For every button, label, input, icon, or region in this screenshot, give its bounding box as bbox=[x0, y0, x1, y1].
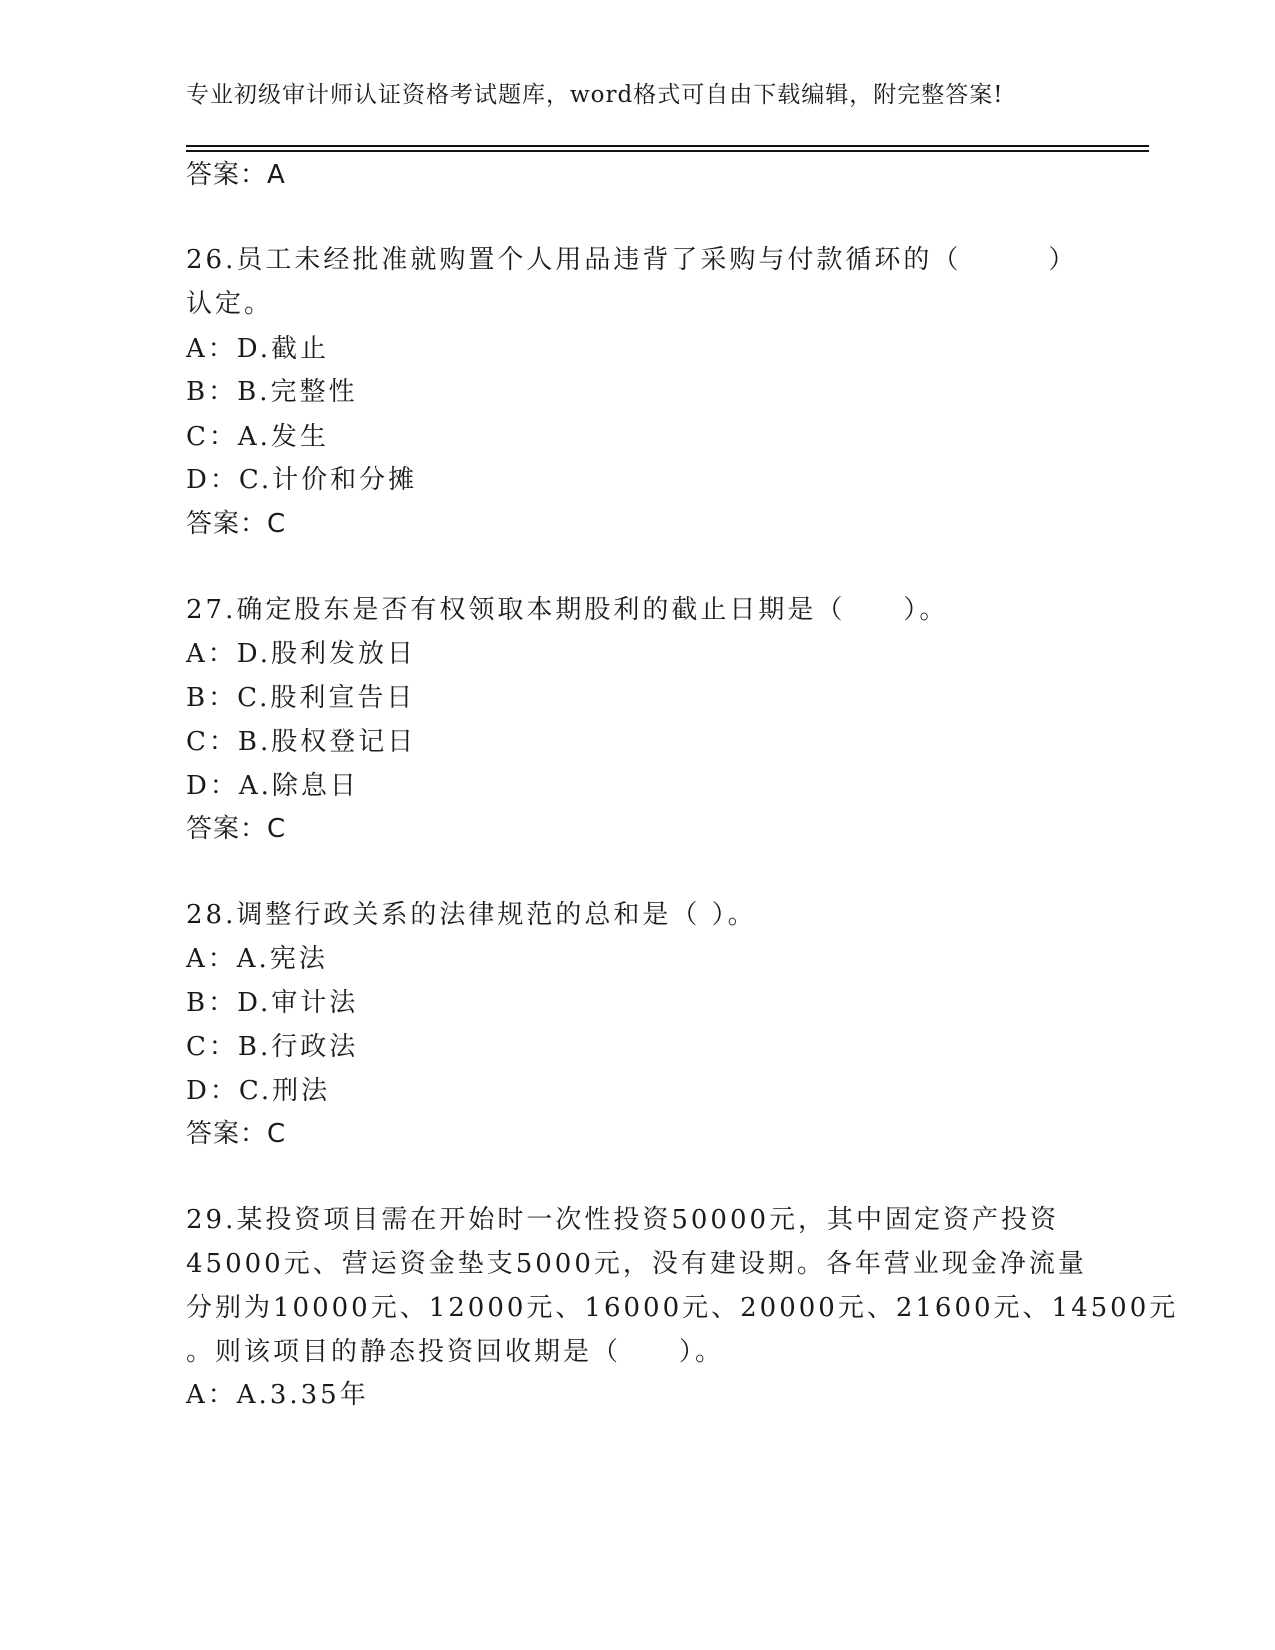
q27-option-c: C：B.股权登记日 bbox=[186, 727, 417, 757]
q29-stem-line2: 45000元、营运资金垫支5000元，没有建设期。各年营业现金净流量 bbox=[186, 1249, 1087, 1279]
q26-stem-line1: 26.员工未经批准就购置个人用品违背了采购与付款循环的（ ） bbox=[186, 245, 1078, 275]
q27-stem-line1: 27.确定股东是否有权领取本期股利的截止日期是（ ）。 bbox=[186, 595, 949, 625]
q29-stem-line3: 分别为10000元、12000元、16000元、20000元、21600元、14500元 bbox=[186, 1293, 1179, 1323]
page-header: 专业初级审计师认证资格考试题库，word格式可自由下载编辑，附完整答案! bbox=[186, 82, 1004, 108]
q27-answer: 答案：C bbox=[186, 814, 287, 844]
q27-option-b: B：C.股利宣告日 bbox=[186, 683, 416, 713]
q26-option-a: A：D.截止 bbox=[186, 334, 329, 364]
q27-option-a: A：D.股利发放日 bbox=[186, 639, 416, 669]
q26-stem-line2: 认定。 bbox=[186, 289, 274, 319]
q26-option-c: C：A.发生 bbox=[186, 422, 329, 452]
prev-answer: 答案：A bbox=[186, 160, 286, 190]
q26-option-b: B：B.完整性 bbox=[186, 377, 358, 407]
header-rule-bottom bbox=[186, 150, 1149, 152]
q28-answer: 答案：C bbox=[186, 1119, 287, 1149]
q28-stem-line1: 28.调整行政关系的法律规范的总和是（ ）。 bbox=[186, 900, 757, 930]
q29-stem-line4: 。则该项目的静态投资回收期是（ ）。 bbox=[186, 1337, 725, 1367]
q29-stem-line1: 29.某投资项目需在开始时一次性投资50000元，其中固定资产投资 bbox=[186, 1205, 1060, 1235]
q28-option-a: A：A.宪法 bbox=[186, 944, 328, 974]
header-rule-top bbox=[186, 145, 1149, 147]
q26-option-d: D：C.计价和分摊 bbox=[186, 465, 418, 495]
q28-option-d: D：C.刑法 bbox=[186, 1076, 331, 1106]
q28-option-b: B：D.审计法 bbox=[186, 988, 359, 1018]
q29-option-a: A：A.3.35年 bbox=[186, 1380, 369, 1410]
q26-answer: 答案：C bbox=[186, 509, 287, 539]
q28-option-c: C：B.行政法 bbox=[186, 1032, 359, 1062]
q27-option-d: D：A.除息日 bbox=[186, 771, 359, 801]
